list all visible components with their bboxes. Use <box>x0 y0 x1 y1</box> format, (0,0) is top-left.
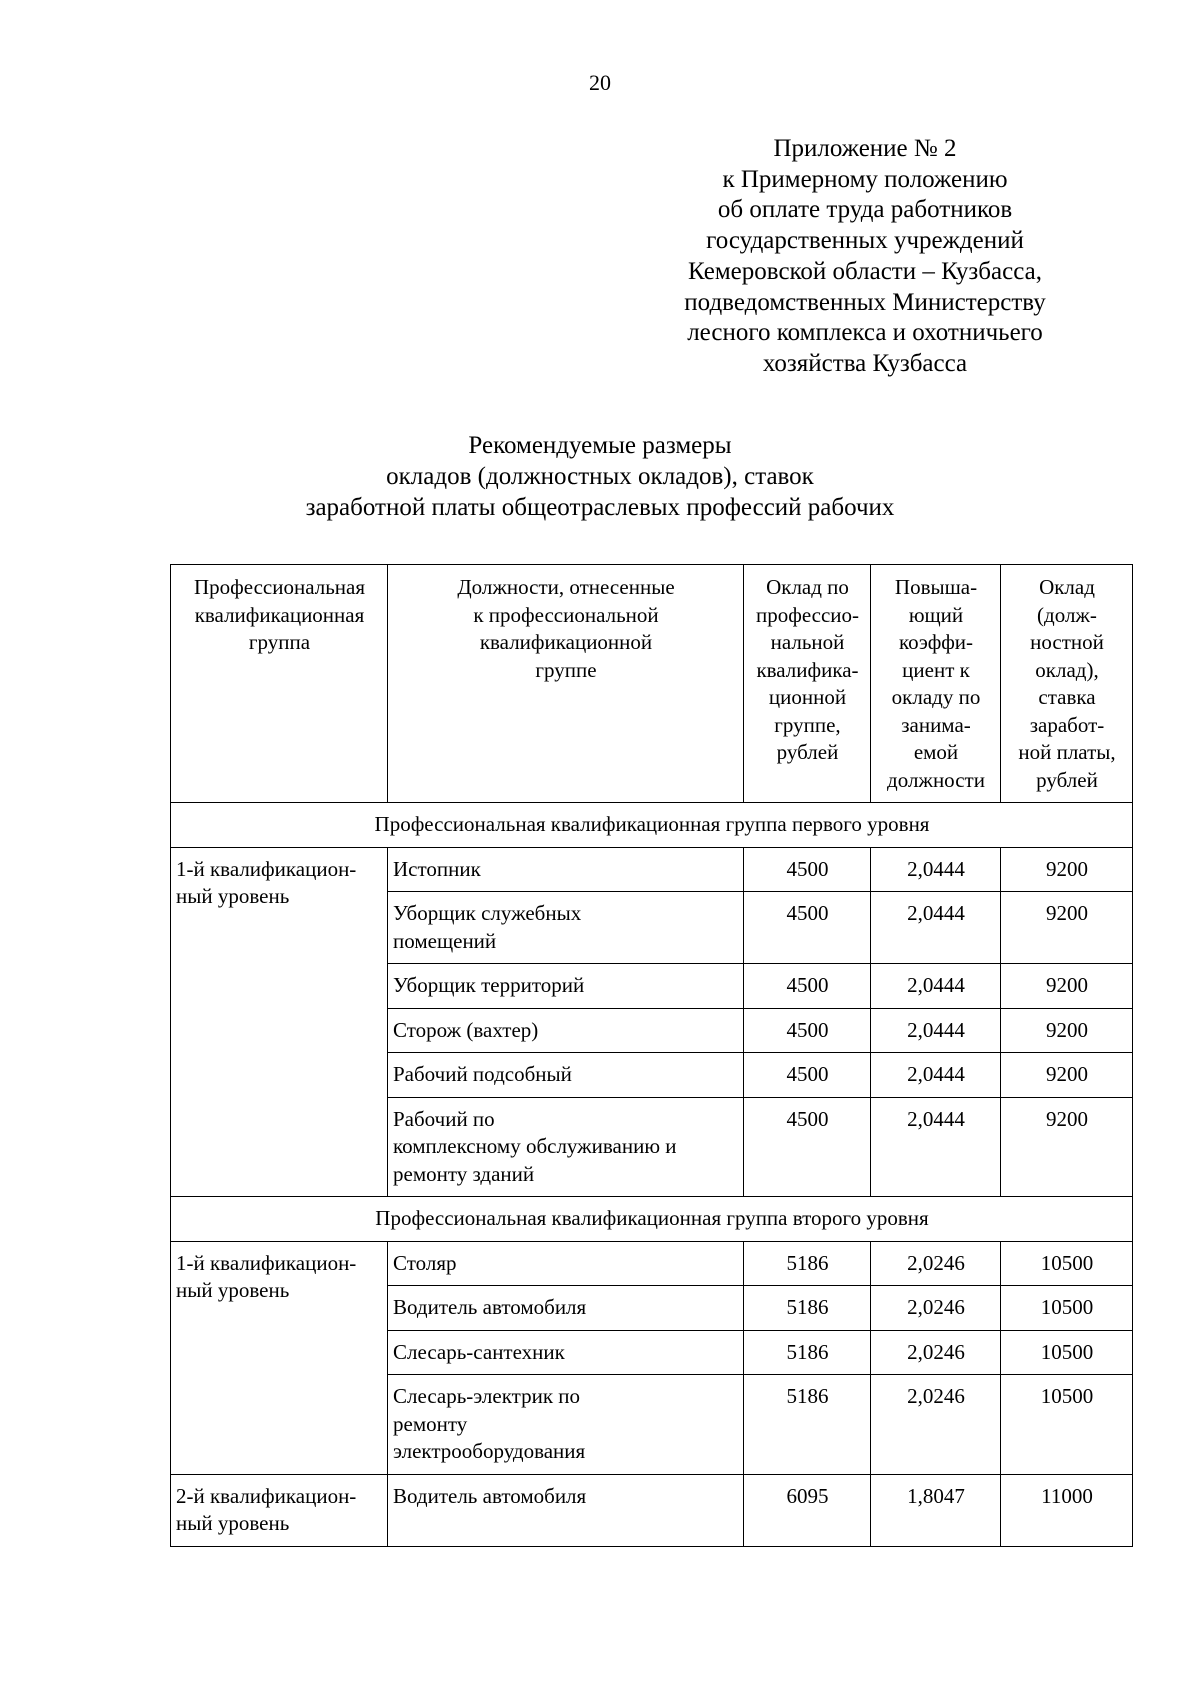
coefficient-cell: 2,0444 <box>871 1008 1001 1053</box>
level-cell: 1-й квалификацион- ный уровень <box>171 847 388 1197</box>
coefficient-cell: 1,8047 <box>871 1474 1001 1546</box>
salary-cell: 9200 <box>1001 892 1133 964</box>
table-row <box>171 1241 1133 1286</box>
position-cell: Слесарь-электрик по ремонту электрооборудования <box>388 1375 744 1475</box>
section-title: Профессиональная квалификационная группа второго уровня <box>171 1197 1133 1242</box>
appendix-line: Приложение № 2 <box>773 135 957 162</box>
position-cell: Сторож (вахтер) <box>388 1008 744 1053</box>
position-cell: Уборщик служебных помещений <box>388 892 744 964</box>
title-line: Рекомендуемые размеры <box>468 432 732 459</box>
coefficient-cell: 2,0246 <box>871 1286 1001 1331</box>
base-salary-cell: 4500 <box>744 847 871 892</box>
table-row <box>171 847 1133 892</box>
salary-cell: 10500 <box>1001 1375 1133 1475</box>
header-group: Профессиональная квалификационная группа <box>171 565 388 803</box>
position-cell: Водитель автомобиля <box>388 1474 744 1546</box>
position-cell: Рабочий по комплексному обслуживанию и ремонту зданий <box>388 1097 744 1197</box>
coefficient-cell: 2,0444 <box>871 1097 1001 1197</box>
coefficient-cell: 2,0246 <box>871 1330 1001 1375</box>
coefficient-cell: 2,0444 <box>871 847 1001 892</box>
salary-cell: 9200 <box>1001 1053 1133 1098</box>
position-cell: Уборщик территорий <box>388 964 744 1009</box>
table-row <box>171 1474 1133 1546</box>
base-salary-cell: 5186 <box>744 1286 871 1331</box>
base-salary-cell: 4500 <box>744 1008 871 1053</box>
level-cell: 1-й квалификацион- ный уровень <box>171 1241 388 1474</box>
appendix-header <box>640 134 1090 380</box>
position-cell: Столяр <box>388 1241 744 1286</box>
salary-cell: 11000 <box>1001 1474 1133 1546</box>
header-salary: Оклад (долж- ностной оклад), ставка заработ- ной платы, рублей <box>1001 565 1133 803</box>
header-base-salary: Оклад по профессио- нальной квалифика- ционной группе, рублей <box>744 565 871 803</box>
base-salary-cell: 6095 <box>744 1474 871 1546</box>
section-title: Профессиональная квалификационная группа первого уровня <box>171 803 1133 848</box>
salary-cell: 9200 <box>1001 847 1133 892</box>
appendix-line: хозяйства Кузбасса <box>762 349 968 377</box>
appendix-line: государственных учреждений <box>706 227 1024 255</box>
appendix-line: лесного комплекса и охотничьего <box>687 319 1043 347</box>
appendix-line: Кемеровской области – Кузбасса, <box>688 257 1042 285</box>
coefficient-cell: 2,0246 <box>871 1241 1001 1286</box>
header-positions: Должности, отнесенные к профессиональной квалификационной группе <box>388 565 744 803</box>
table-header-row <box>171 565 1133 803</box>
section-row <box>171 1197 1133 1242</box>
header-coefficient: Повыша- ющий коэффи- циент к окладу по занима- емой должности <box>871 565 1001 803</box>
appendix-line: об оплате труда работников <box>717 196 1013 224</box>
salary-cell: 10500 <box>1001 1286 1133 1331</box>
coefficient-cell: 2,0444 <box>871 1053 1001 1098</box>
appendix-line: к Примерному положению <box>722 165 1008 193</box>
coefficient-cell: 2,0444 <box>871 892 1001 964</box>
document-title <box>0 430 1200 523</box>
base-salary-cell: 5186 <box>744 1330 871 1375</box>
title-line: заработной платы общеотраслевых профессий рабочих <box>305 494 895 521</box>
coefficient-cell: 2,0444 <box>871 964 1001 1009</box>
base-salary-cell: 4500 <box>744 892 871 964</box>
level-cell: 2-й квалификацион- ный уровень <box>171 1474 388 1546</box>
appendix-line: подведомственных Министерству <box>684 288 1046 316</box>
coefficient-cell: 2,0246 <box>871 1375 1001 1475</box>
position-cell: Слесарь-сантехник <box>388 1330 744 1375</box>
title-line: окладов (должностных окладов), ставок <box>386 463 814 490</box>
base-salary-cell: 4500 <box>744 964 871 1009</box>
position-cell: Рабочий подсобный <box>388 1053 744 1098</box>
salary-cell: 10500 <box>1001 1241 1133 1286</box>
position-cell: Водитель автомобиля <box>388 1286 744 1331</box>
section-row <box>171 803 1133 848</box>
page-number: 20 <box>589 70 611 95</box>
base-salary-cell: 4500 <box>744 1097 871 1197</box>
salary-cell: 9200 <box>1001 1008 1133 1053</box>
salary-cell: 9200 <box>1001 964 1133 1009</box>
base-salary-cell: 5186 <box>744 1241 871 1286</box>
base-salary-cell: 5186 <box>744 1375 871 1475</box>
base-salary-cell: 4500 <box>744 1053 871 1098</box>
salary-cell: 10500 <box>1001 1330 1133 1375</box>
salary-table <box>170 564 1133 1547</box>
salary-cell: 9200 <box>1001 1097 1133 1197</box>
position-cell: Истопник <box>388 847 744 892</box>
